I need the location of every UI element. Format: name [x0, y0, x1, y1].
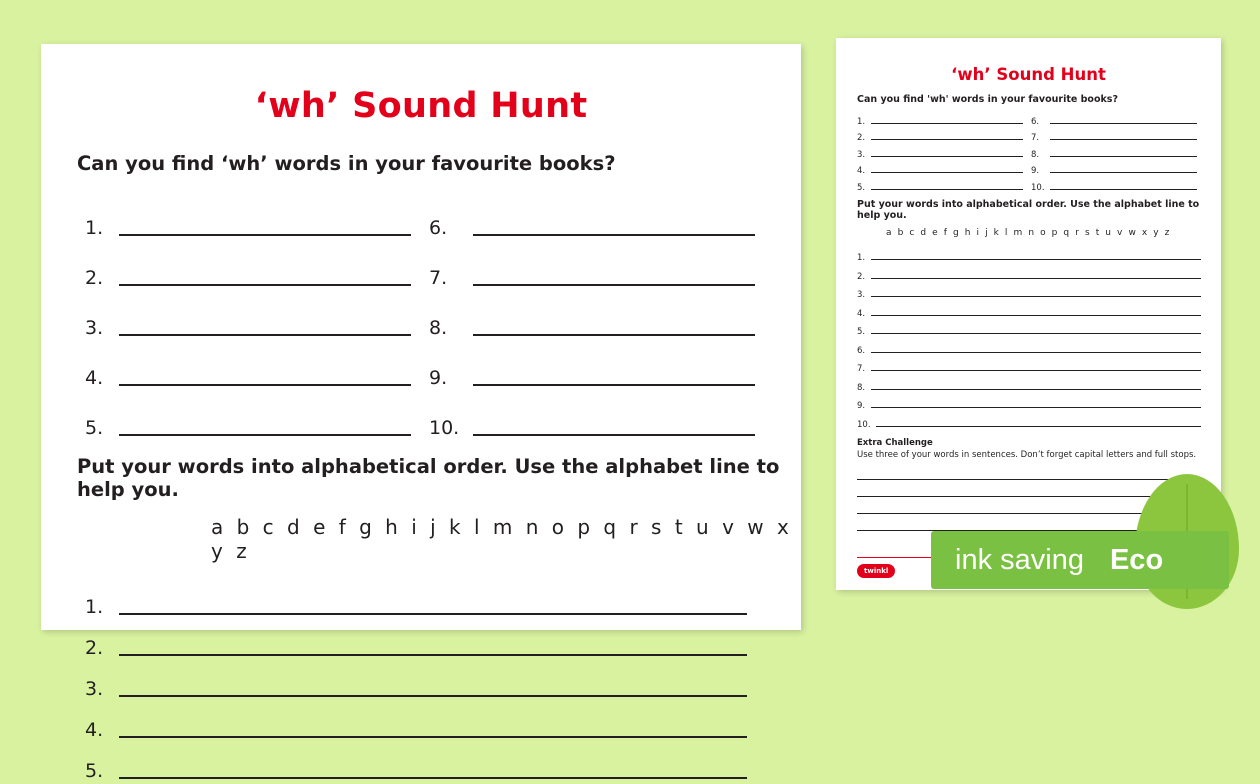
word-hunt-columns	[41, 191, 801, 441]
write-on-line[interactable]	[119, 384, 411, 386]
write-on-line[interactable]	[871, 278, 1201, 279]
write-on-line[interactable]	[119, 736, 747, 738]
order-row[interactable]	[857, 282, 1205, 301]
row-number: 1.	[85, 596, 104, 618]
word-hunt-row[interactable]	[85, 241, 429, 291]
write-on-line[interactable]	[119, 334, 411, 336]
row-number: 5.	[85, 417, 104, 439]
row-number: 9.	[1031, 166, 1040, 176]
row-number: 4.	[857, 308, 866, 319]
write-on-line[interactable]	[871, 370, 1201, 371]
word-hunt-row[interactable]	[857, 160, 1031, 177]
order-row[interactable]	[857, 411, 1205, 430]
order-row[interactable]	[857, 337, 1205, 356]
worksheet-title: ‘wh’ Sound Hunt	[254, 86, 588, 126]
row-number: 6.	[429, 217, 448, 239]
word-hunt-column-left	[85, 191, 429, 441]
row-number: 2.	[857, 271, 866, 282]
thumbnail-column-left	[857, 110, 1031, 193]
thumbnail-prompt-alphabetical-order: Put your words into alphabetical order. Use the alphabet line to help you.	[857, 198, 1200, 221]
write-on-line[interactable]	[119, 284, 411, 286]
word-hunt-row[interactable]	[1031, 176, 1205, 193]
thumbnail-order-list	[857, 245, 1205, 430]
worksheet-prompt-alphabetical-order: Put your words into alphabetical order. Use the alphabet line to help you.	[77, 455, 780, 501]
row-number: 10.	[1031, 182, 1045, 193]
write-on-line[interactable]	[871, 156, 1023, 157]
word-hunt-row[interactable]	[85, 341, 429, 391]
write-on-line[interactable]	[1050, 189, 1197, 190]
row-number: 9.	[429, 367, 448, 389]
write-on-line[interactable]	[119, 695, 747, 697]
word-hunt-row[interactable]	[429, 191, 773, 241]
row-number: 4.	[85, 367, 104, 389]
row-number: 2.	[857, 133, 866, 143]
ink-saving-label: ink saving	[955, 543, 1084, 576]
word-hunt-row[interactable]	[429, 241, 773, 291]
order-row[interactable]	[857, 356, 1205, 375]
extra-challenge-title: Extra Challenge	[857, 437, 933, 448]
write-on-line[interactable]	[119, 234, 411, 236]
row-number: 5.	[85, 760, 104, 782]
write-on-line[interactable]	[871, 259, 1201, 260]
row-number: 8.	[1031, 149, 1040, 160]
row-number: 10.	[857, 419, 871, 430]
order-row[interactable]	[85, 620, 757, 661]
write-on-line[interactable]	[871, 315, 1201, 316]
row-number: 4.	[857, 166, 866, 176]
write-on-line[interactable]	[876, 426, 1201, 427]
word-hunt-row[interactable]	[85, 291, 429, 341]
word-hunt-row[interactable]	[429, 391, 773, 441]
write-on-line[interactable]	[119, 777, 747, 779]
write-on-line[interactable]	[871, 352, 1201, 353]
twinkl-logo: twinkl	[857, 564, 895, 578]
order-row[interactable]	[85, 743, 757, 784]
row-number: 1.	[85, 217, 104, 239]
word-hunt-row[interactable]	[857, 127, 1031, 144]
word-hunt-row[interactable]	[85, 391, 429, 441]
row-number: 7.	[1031, 133, 1040, 143]
order-row[interactable]	[857, 300, 1205, 319]
order-row[interactable]	[85, 702, 757, 743]
thumbnail-prompt-find-words: Can you find 'wh' words in your favourite books?	[857, 94, 1118, 105]
row-number: 8.	[429, 317, 448, 339]
row-number: 8.	[857, 382, 866, 393]
alphabet-line: a b c d e f g h i j k l m n o p q r s t u v w x y z	[211, 515, 793, 563]
row-number: 5.	[857, 327, 866, 337]
word-hunt-row[interactable]	[85, 191, 429, 241]
write-on-line[interactable]	[871, 139, 1023, 140]
write-on-line[interactable]	[473, 334, 755, 336]
row-number: 7.	[429, 267, 448, 289]
word-hunt-row[interactable]	[857, 143, 1031, 160]
row-number: 3.	[85, 317, 104, 339]
order-row[interactable]	[857, 393, 1205, 412]
word-hunt-row[interactable]	[429, 291, 773, 341]
row-number: 3.	[857, 149, 866, 160]
write-on-line[interactable]	[871, 123, 1023, 124]
word-hunt-row[interactable]	[1031, 143, 1205, 160]
write-on-line[interactable]	[1050, 156, 1197, 157]
worksheet-prompt-find-words: Can you find ‘wh’ words in your favourite books?	[77, 152, 616, 175]
row-number: 4.	[85, 719, 104, 741]
write-on-line[interactable]	[1050, 139, 1197, 140]
write-on-line[interactable]	[1050, 172, 1197, 173]
extra-challenge-text: Use three of your words in sentences. Don’t forget capital letters and full stops.	[857, 449, 1197, 460]
row-number: 7.	[857, 364, 866, 374]
extra-line-row[interactable]	[857, 466, 1205, 483]
write-on-line[interactable]	[871, 407, 1201, 408]
write-on-line[interactable]	[871, 333, 1201, 334]
write-on-line[interactable]	[473, 284, 755, 286]
thumbnail-word-hunt-columns	[836, 110, 1221, 193]
word-hunt-row[interactable]	[429, 341, 773, 391]
order-row[interactable]	[857, 245, 1205, 264]
alphabetical-order-list	[85, 579, 757, 784]
row-number: 3.	[857, 290, 866, 300]
row-number: 3.	[85, 678, 104, 700]
worksheet-preview-large[interactable]	[41, 44, 801, 782]
row-number: 10.	[429, 417, 460, 439]
thumbnail-column-right	[1031, 110, 1205, 193]
word-hunt-column-right	[429, 191, 773, 441]
order-row[interactable]	[857, 374, 1205, 393]
row-number: 9.	[857, 401, 866, 411]
row-number: 2.	[85, 637, 104, 659]
row-number: 5.	[857, 182, 866, 193]
write-on-line[interactable]	[857, 496, 1197, 497]
write-on-line[interactable]	[119, 613, 747, 615]
order-row[interactable]	[857, 263, 1205, 282]
thumbnail-alphabet-line: a b c d e f g h i j k l m n o p q r s t u v w x y z	[886, 227, 1171, 238]
write-on-line[interactable]	[473, 384, 755, 386]
write-on-line[interactable]	[857, 479, 1197, 480]
write-on-line[interactable]	[473, 434, 755, 436]
row-number: 6.	[857, 345, 866, 356]
row-number: 2.	[85, 267, 104, 289]
word-hunt-row[interactable]	[1031, 160, 1205, 177]
order-row[interactable]	[85, 661, 757, 702]
order-row[interactable]	[85, 579, 757, 620]
write-on-line[interactable]	[119, 434, 411, 436]
write-on-line[interactable]	[119, 654, 747, 656]
row-number: 1.	[857, 253, 866, 263]
word-hunt-row[interactable]	[1031, 127, 1205, 144]
write-on-line[interactable]	[871, 389, 1201, 390]
row-number: 6.	[1031, 116, 1040, 127]
word-hunt-row[interactable]	[857, 110, 1031, 127]
ink-saving-eco-badge	[931, 531, 1229, 589]
word-hunt-row[interactable]	[1031, 110, 1205, 127]
eco-label: Eco	[1109, 543, 1164, 576]
order-row[interactable]	[857, 319, 1205, 338]
thumbnail-title: ‘wh’ Sound Hunt	[951, 65, 1106, 84]
write-on-line[interactable]	[1050, 123, 1197, 124]
write-on-line[interactable]	[871, 296, 1201, 297]
write-on-line[interactable]	[473, 234, 755, 236]
write-on-line[interactable]	[871, 189, 1023, 190]
write-on-line[interactable]	[871, 172, 1023, 173]
word-hunt-row[interactable]	[857, 176, 1031, 193]
row-number: 1.	[857, 116, 866, 127]
